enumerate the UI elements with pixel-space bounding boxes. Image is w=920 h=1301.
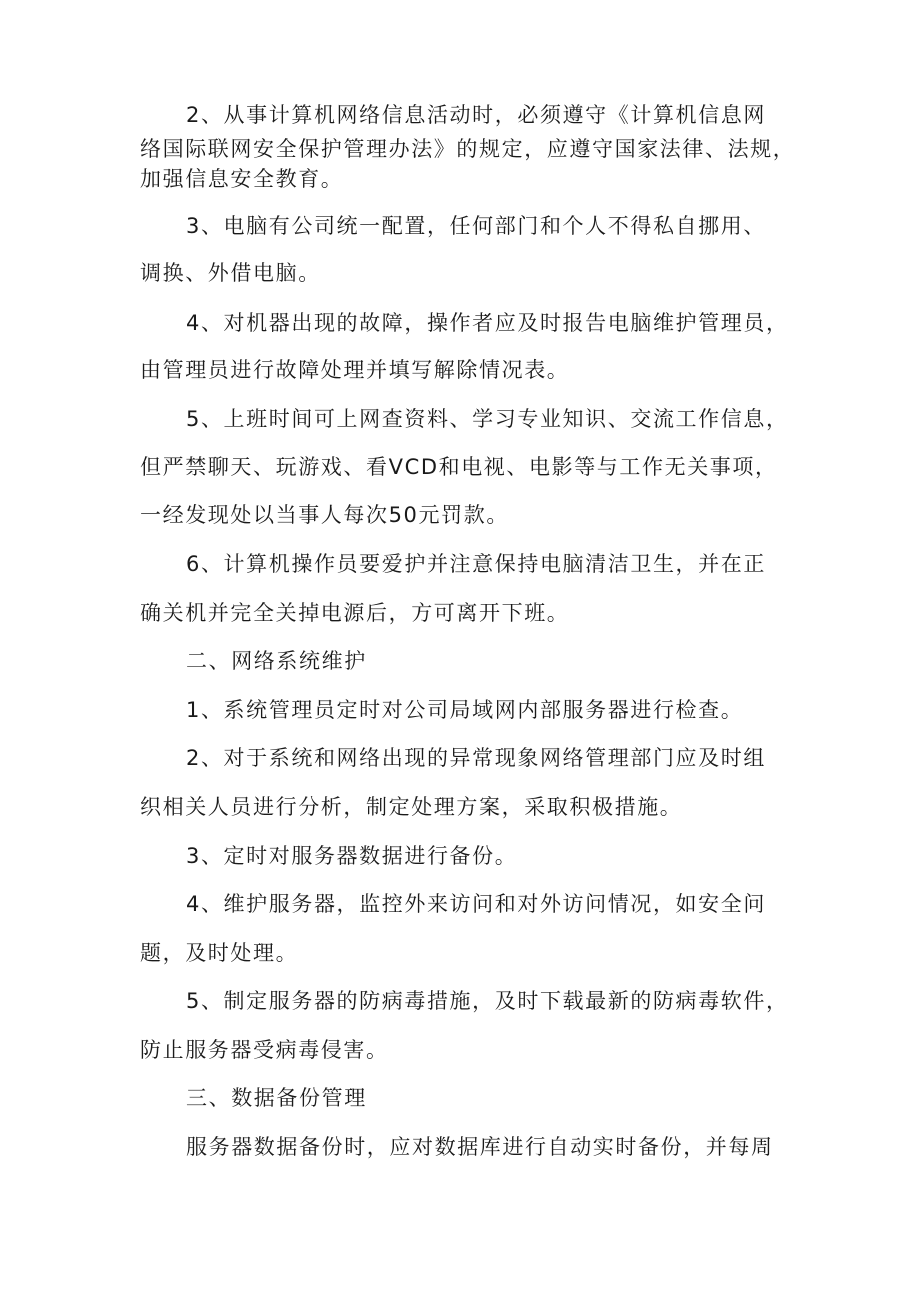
text-line: 3、电脑有公司统一配置，任何部门和个人不得私自挪用、 — [186, 214, 766, 238]
text-line: 2、从事计算机网络信息活动时，必须遵守《计算机信息网 — [186, 103, 766, 127]
text-line: 确关机并完全关掉电源后，方可离开下班。 — [140, 601, 570, 625]
text-line: 由管理员进行故障处理并填写解除情况表。 — [140, 358, 570, 382]
text-line: 络国际联网安全保护管理办法》的规定，应遵守国家法律、法规， — [140, 137, 796, 161]
text-line: 5、制定服务器的防病毒措施，及时下载最新的防病毒软件， — [186, 989, 789, 1013]
text-line: 织相关人员进行分析，制定处理方案，采取积极措施。 — [140, 795, 683, 819]
text-line: 防止服务器受病毒侵害。 — [140, 1038, 389, 1062]
text-line: 2、对于系统和网络出现的异常现象网络管理部门应及时组 — [186, 746, 766, 770]
text-line: 服务器数据备份时，应对数据库进行自动实时备份，并每周 — [186, 1135, 774, 1159]
text-line: 4、维护服务器，监控外来访问和对外访问情况，如安全问 — [186, 892, 766, 916]
text-line: 题，及时处理。 — [140, 941, 299, 965]
text-line: 4、对机器出现的故障，操作者应及时报告电脑维护管理员， — [186, 311, 789, 335]
text-line: 3、定时对服务器数据进行备份。 — [186, 844, 518, 868]
text-line: 调换、外借电脑。 — [140, 261, 321, 285]
text-line: 1、系统管理员定时对公司局域网内部服务器进行检查。 — [186, 698, 744, 722]
section-heading: 三、数据备份管理 — [186, 1086, 367, 1110]
section-heading: 二、网络系统维护 — [186, 649, 367, 673]
text-line: 5、上班时间可上网查资料、学习专业知识、交流工作信息， — [186, 407, 789, 431]
text-line: 6、计算机操作员要爱护并注意保持电脑清洁卫生，并在正 — [186, 552, 766, 576]
text-line: 但严禁聊天、玩游戏、看VCD和电视、电影等与工作无关事项， — [140, 455, 778, 479]
text-line: 一经发现处以当事人每次50元罚款。 — [140, 503, 509, 527]
text-line: 加强信息安全教育。 — [140, 167, 344, 191]
